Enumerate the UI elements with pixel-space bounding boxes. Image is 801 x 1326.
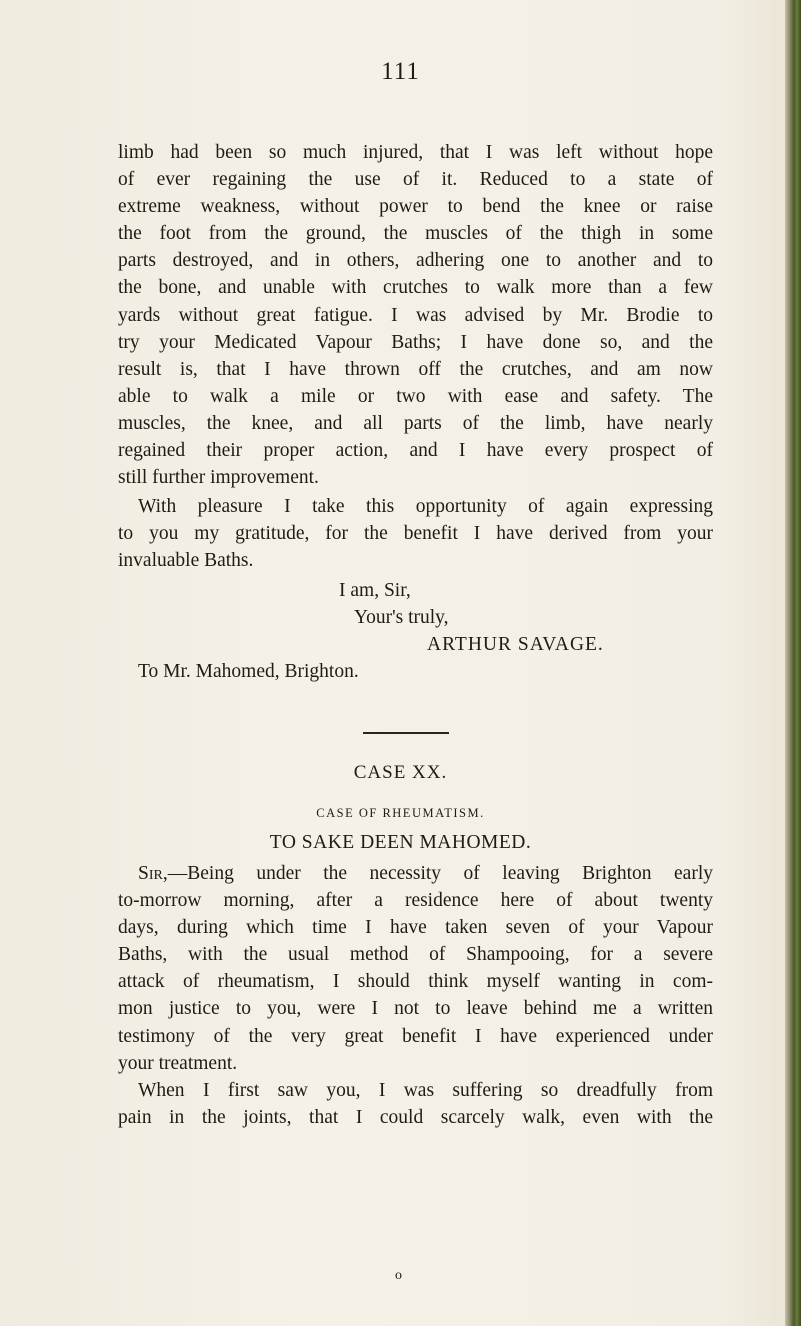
text-line: Baths, with the usual method of Shampooing, for a severe [118, 944, 713, 966]
text-line [118, 860, 713, 887]
text-line: result is, that I have thrown off the crutches, and am now [118, 358, 713, 380]
signature-mark: o [395, 1268, 402, 1283]
text-line: extreme weakness, without power to bend the knee or raise [118, 196, 713, 218]
text-line: testimony of the very great benefit I have experienced under [118, 1025, 713, 1047]
text-line: to-morrow morning, after a residence here of about twenty [118, 890, 713, 912]
text-line: the bone, and unable with crutches to walk more than a few [118, 277, 713, 299]
text-line: When I first saw you, I was suffering so dreadfully from [138, 1080, 713, 1101]
text-line: to you my gratitude, for the benefit I have derived from your [118, 523, 713, 545]
paragraph-1 [118, 139, 713, 491]
letter-2-paragraph-1 [118, 860, 713, 1077]
text-line: able to walk a mile or two with ease and safety. The [118, 385, 713, 407]
letter-addressee: TO SAKE DEEN MAHOMED. [269, 832, 532, 853]
text-line: limb had been so much injured, that I was left without hope [118, 142, 713, 163]
closing-valediction: Your's truly, [354, 607, 449, 628]
case-heading: CASE XX. [353, 762, 448, 783]
text-line: With pleasure I take this opportunity of again expressing [138, 496, 713, 517]
text-line: still further improvement. [118, 467, 319, 489]
text-line: invaluable Baths. [118, 550, 254, 572]
paragraph-2 [118, 493, 713, 574]
text-line: try your Medicated Vapour Baths; I have done so, and the [118, 331, 713, 353]
page-number: 111 [381, 58, 420, 85]
text-line: yards without great fatigue. I was advised by Mr. Brodie to [118, 304, 713, 326]
text-line: muscles, the knee, and all parts of the limb, have nearly [118, 412, 713, 434]
closing-greeting: I am, Sir, [339, 580, 411, 601]
text-line: attack of rheumatism, I should think myself wanting in com- [118, 971, 713, 993]
text-line: of ever regaining the use of it. Reduced to a state of [118, 169, 713, 191]
page-binding-edge [785, 0, 801, 1326]
text-line: parts destroyed, and in others, adhering one to another and to [118, 250, 713, 272]
text-line: days, during which time I have taken seven of your Vapour [118, 917, 713, 939]
signature: ARTHUR SAVAGE. [427, 634, 604, 655]
text-line: your treatment. [118, 1052, 238, 1074]
text-line: pain in the joints, that I could scarcely walk, even with the [118, 1107, 713, 1129]
salutation: Sir, [138, 863, 168, 884]
recipient-line: To Mr. Mahomed, Brighton. [138, 661, 359, 682]
section-divider [363, 732, 449, 734]
text-span: —Being under the necessity of leaving Brighton early [167, 863, 713, 884]
text-line: the foot from the ground, the muscles of the thigh in some [118, 223, 713, 245]
letter-2-paragraph-2 [118, 1077, 713, 1131]
text-line: regained their proper action, and I have every prospect of [118, 440, 713, 462]
text-line: mon justice to you, were I not to leave behind me a written [118, 998, 713, 1020]
case-subheading: CASE OF RHEUMATISM. [316, 806, 485, 820]
